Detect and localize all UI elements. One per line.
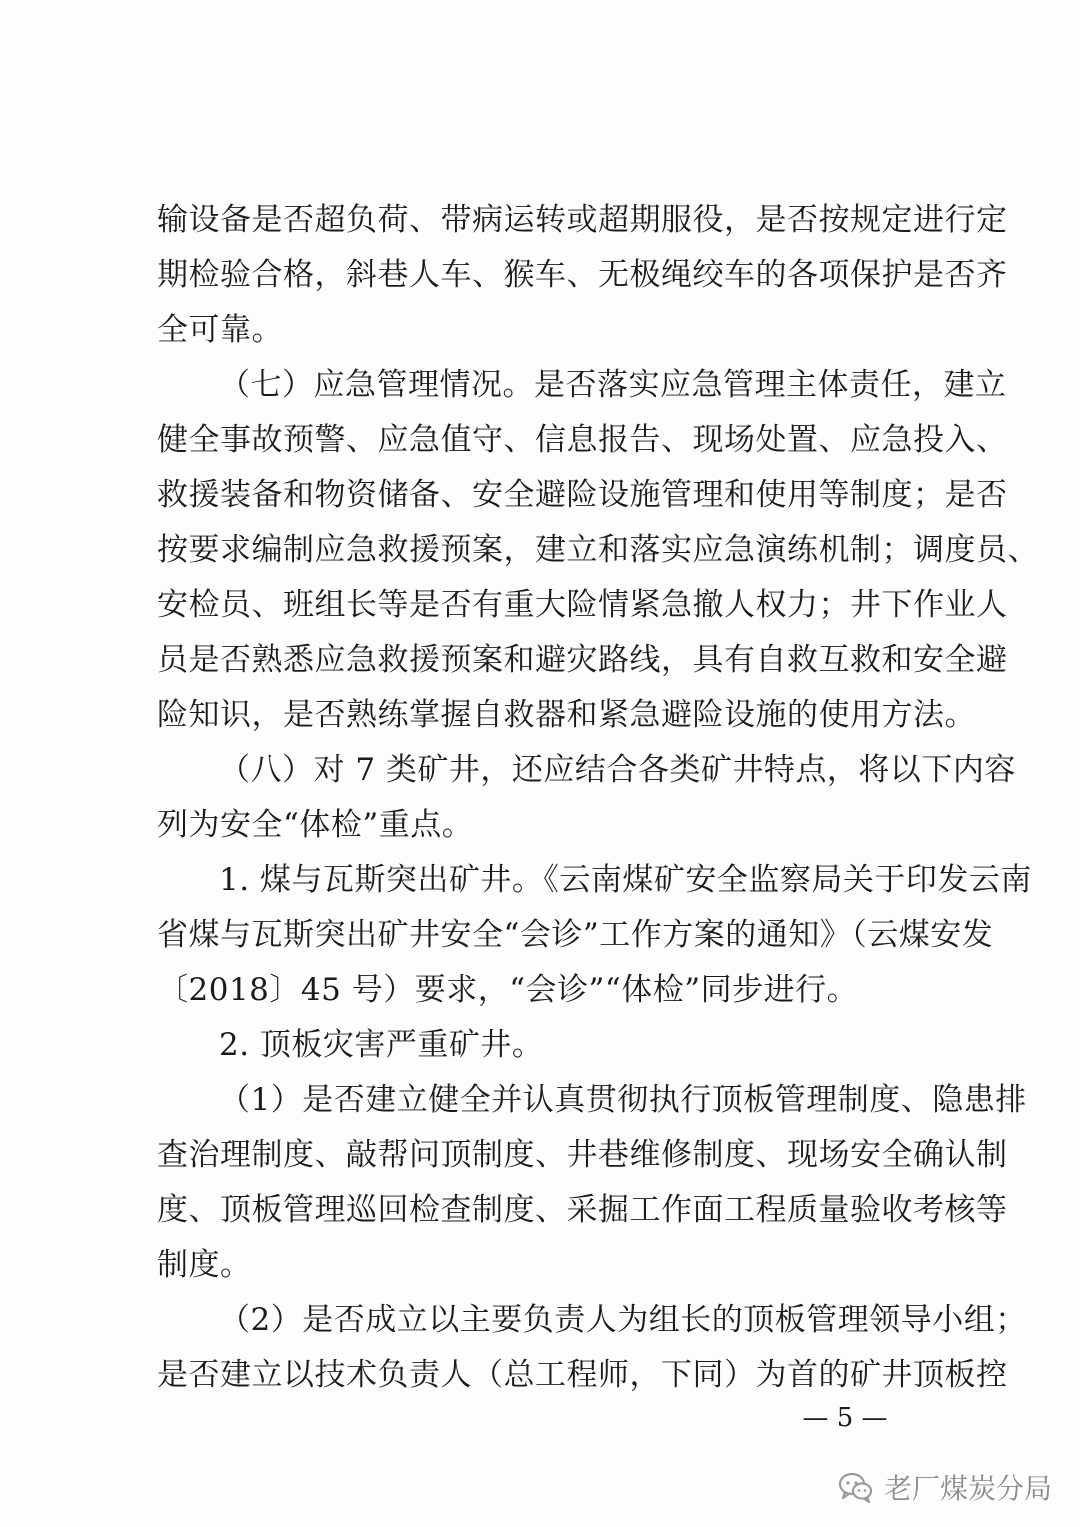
text-line: 制度。 — [157, 1247, 252, 1283]
watermark — [836, 1465, 1066, 1509]
watermark-text: 老厂煤炭分局 — [884, 1472, 1053, 1505]
text-line: （2）是否成立以主要负责人为组长的顶板管理领导小组； — [219, 1302, 1027, 1338]
text-line: （七）应急管理情况。是否落实应急管理主体责任，建立 — [219, 367, 1007, 403]
text-line: 按要求编制应急救援预案，建立和落实应急演练机制；调度员、 — [157, 532, 1039, 568]
text-line: 度、顶板管理巡回检查制度、采掘工作面工程质量验收考核等 — [157, 1192, 1008, 1228]
text-line: 救援装备和物资储备、安全避险设施管理和使用等制度；是否 — [157, 477, 1008, 513]
text-line: 健全事故预警、应急值守、信息报告、现场处置、应急投入、 — [157, 422, 1008, 458]
text-line: 1. 煤与瓦斯突出矿井。《云南煤矿安全监察局关于印发云南 — [219, 862, 1032, 898]
text-line: 列为安全“体检”重点。 — [157, 807, 474, 843]
text-line: （八）对 7 类矿井，还应结合各类矿井特点，将以下内容 — [219, 752, 1016, 788]
text-line: 是否建立以技术负责人（总工程师，下同）为首的矿井顶板控 — [157, 1357, 1008, 1393]
text-line: 〔2018〕45 号）要求，“会诊”“体检”同步进行。 — [157, 972, 859, 1008]
text-line: （1）是否建立健全并认真贯彻执行顶板管理制度、隐患排 — [219, 1082, 1027, 1118]
text-line: 期检验合格，斜巷人车、猴车、无极绳绞车的各项保护是否齐 — [157, 257, 1008, 293]
text-line: 省煤与瓦斯突出矿井安全“会诊”工作方案的通知》（云煤安发 — [157, 917, 994, 953]
page-number: — 5 — — [802, 1403, 888, 1433]
text-line: 2. 顶板灾害严重矿井。 — [219, 1027, 544, 1063]
text-line: 查治理制度、敲帮问顶制度、井巷维修制度、现场安全确认制 — [157, 1137, 1008, 1173]
text-line: 险知识，是否熟练掌握自救器和紧急避险设施的使用方法。 — [157, 697, 976, 733]
text-line: 输设备是否超负荷、带病运转或超期服役，是否按规定进行定 — [157, 202, 1008, 238]
text-line: 安检员、班组长等是否有重大险情紧急撤人权力；井下作业人 — [157, 587, 1008, 623]
text-line: 员是否熟悉应急救援预案和避灾路线，具有自救互救和安全避 — [157, 642, 1008, 678]
wechat-icon — [836, 1467, 876, 1507]
text-line: 全可靠。 — [157, 312, 283, 348]
